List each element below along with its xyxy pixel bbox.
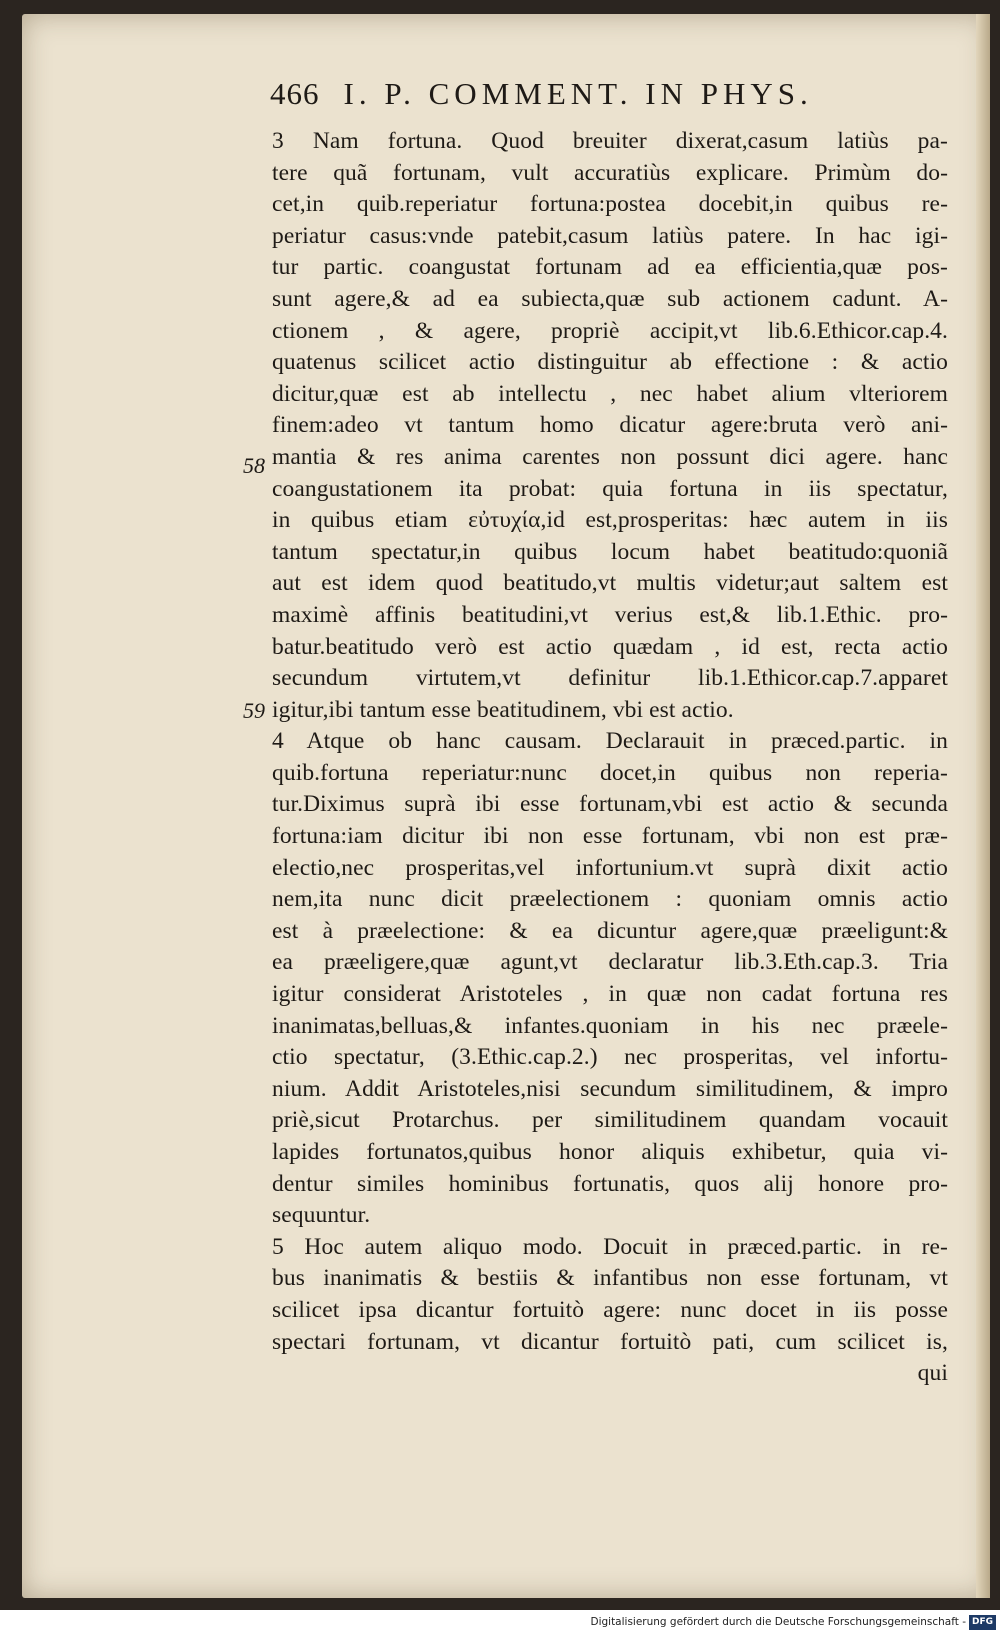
text-line: 4 Atque ob hanc causam. Declarauit in præced.partic. in	[272, 728, 948, 755]
text-line: spectari fortunam, vt dicantur fortuitò pati, cum scilicet is,	[272, 1328, 948, 1355]
text-line: nem,ita nunc dicit præelectionem : quoniam omnis actio	[272, 886, 948, 913]
text-line: in quibus etiam εὐτυχία,id est,prosperitas: hæc autem in iis	[272, 507, 948, 534]
text-line: secundum virtutem,vt definitur lib.1.Ethicor.cap.7.apparet	[272, 665, 948, 692]
text-line: quatenus scilicet actio distinguitur ab effectione : & actio	[272, 349, 948, 376]
margin-number: 59	[243, 698, 265, 723]
text-line: igitur considerat Aristoteles , in quæ non cadat fortuna res	[272, 981, 948, 1008]
text-line: cet,in quib.reperiatur fortuna:postea docebit,in quibus re-	[272, 191, 948, 218]
digitization-footer	[0, 1614, 1000, 1638]
text-line: scilicet ipsa dicantur fortuitò agere: nunc docet in iis posse	[272, 1296, 948, 1323]
text-line: inanimatas,belluas,& infantes.quoniam in his nec præele-	[272, 1012, 948, 1039]
text-line: sequuntur.	[272, 1202, 371, 1229]
text-line: ea præeligere,quæ agunt,vt declaratur lib.3.Eth.cap.3. Tria	[272, 949, 948, 976]
text-line: sunt agere,& ad ea subiecta,quæ sub actionem cadunt. A-	[272, 285, 948, 312]
text-line: dicitur,quæ est ab intellectu , nec habet alium vlteriorem	[272, 380, 948, 407]
text-line: igitur,ibi tantum esse beatitudinem, vbi est actio.	[272, 696, 734, 723]
text-line: lapides fortunatos,quibus honor aliquis exhibetur, quia vi-	[272, 1139, 948, 1165]
catchword: qui	[917, 1360, 948, 1387]
text-line: batur.beatitudo verò est actio quædam , id est, recta actio	[272, 633, 948, 660]
text-line: tur.Diximus suprà ibi esse fortunam,vbi est actio & secunda	[272, 791, 948, 818]
text-line: dentur similes hominibus fortunatis, quos alij honore pro-	[272, 1170, 948, 1197]
text-line: est à præelectione: & ea dicuntur agere,quæ præeligunt:&	[272, 917, 948, 944]
margin-number: 58	[243, 453, 265, 478]
text-line: ctionem , & agere, propriè accipit,vt lib.6.Ethicor.cap.4.	[272, 317, 948, 344]
text-line: coangustationem ita probat: quia fortuna in iis spectatur,	[272, 475, 948, 502]
text-line: fortuna:iam dicitur ibi non esse fortunam, vbi non est præ-	[272, 823, 948, 850]
dfg-logo: DFG	[969, 1615, 996, 1630]
page-number: 466	[270, 76, 320, 111]
text-line: ctio spectatur, (3.Ethic.cap.2.) nec prosperitas, vel infortu-	[272, 1044, 948, 1071]
text-line: bus inanimatis & bestiis & infantibus non esse fortunam, vt	[272, 1265, 948, 1292]
text-line: electio,nec prosperitas,vel infortunium.vt suprà dixit actio	[272, 854, 948, 881]
running-title: I. P. COMMENT. IN PHYS.	[343, 76, 813, 111]
text-line: tur partic. coangustat fortunam ad ea efficientia,quæ pos-	[272, 254, 948, 281]
funding-credit: Digitalisierung gefördert durch die Deutsche Forschungsgemeinschaft -	[590, 1616, 966, 1628]
text-line: mantia & res anima carentes non possunt dici agere. hanc	[272, 443, 948, 470]
text-line: maximè affinis beatitudini,vt verius est,& lib.1.Ethic. pro-	[272, 601, 948, 628]
text-line: quib.fortuna reperiatur:nunc docet,in quibus non reperia-	[272, 759, 948, 786]
text-line: tere quã fortunam, vult accuratiùs explicare. Primùm do-	[272, 159, 948, 186]
text-line: periatur casus:vnde patebit,casum latiùs patere. In hac igi-	[272, 222, 948, 249]
commentary-text	[272, 126, 948, 1390]
text-line: aut est idem quod beatitudo,vt multis videtur;aut saltem est	[272, 570, 948, 597]
text-line: finem:adeo vt tantum homo dicatur agere:bruta verò ani-	[272, 412, 948, 439]
text-line: 3 Nam fortuna. Quod breuiter dixerat,casum latiùs pa-	[272, 128, 948, 154]
page-edge	[976, 14, 990, 1598]
text-line: 5 Hoc autem aliquo modo. Docuit in præced.partic. in re-	[272, 1233, 948, 1260]
text-line: tantum spectatur,in quibus locum habet beatitudo:quoniã	[272, 538, 948, 565]
text-line: nium. Addit Aristoteles,nisi secundum similitudinem, & impro	[272, 1075, 948, 1102]
text-line: priè,sicut Protarchus. per similitudinem quandam vocauit	[272, 1107, 948, 1134]
running-head	[270, 76, 890, 112]
